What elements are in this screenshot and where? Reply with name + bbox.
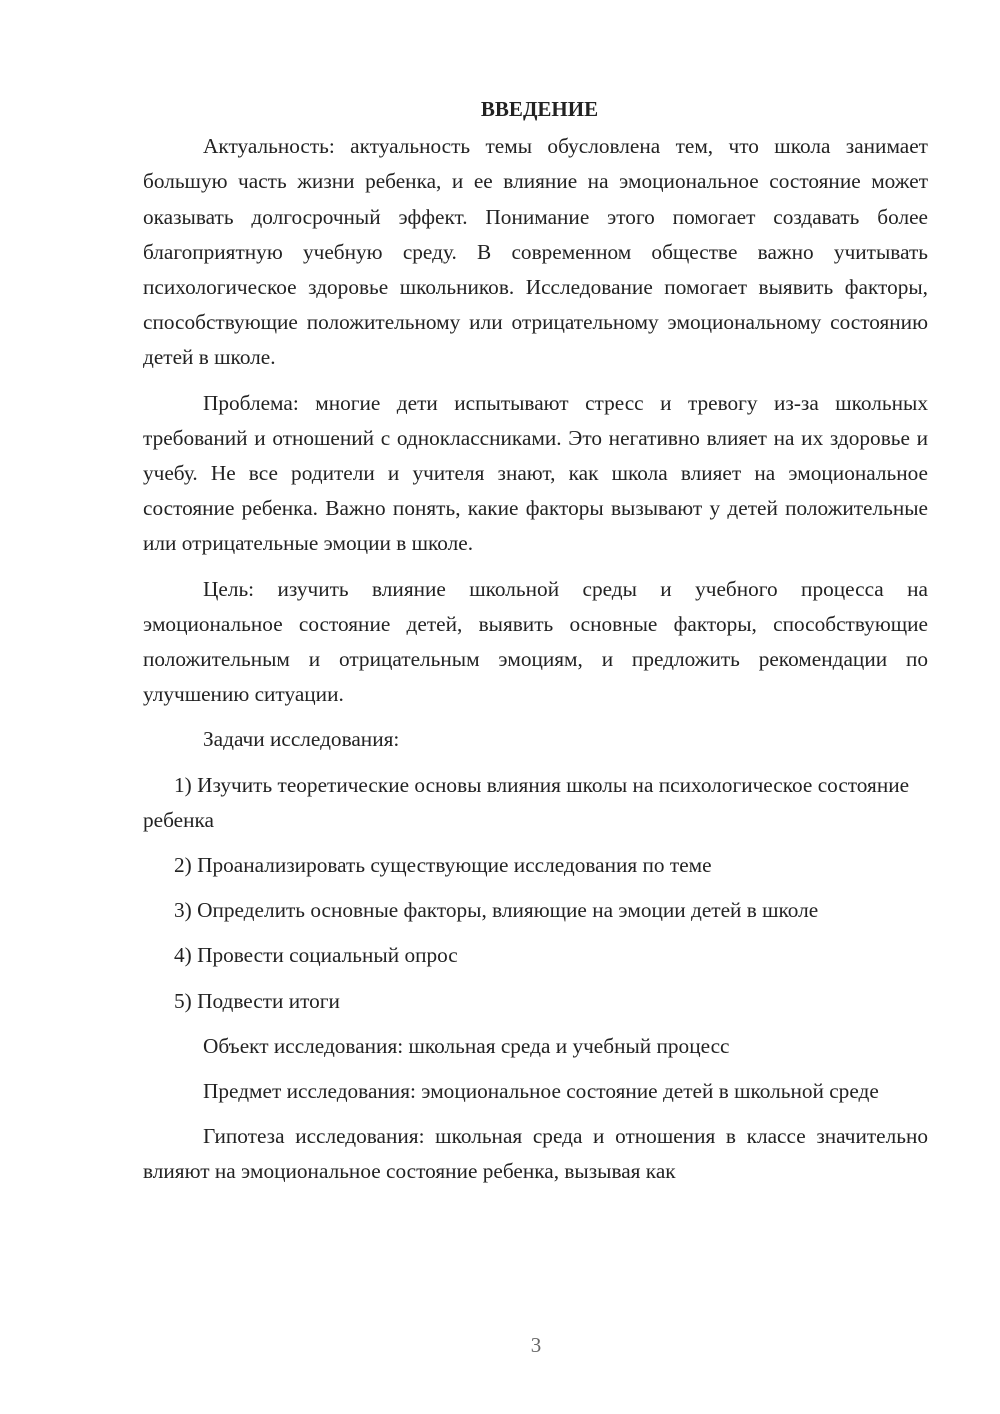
list-item: 2) Проанализировать существующие исследования по теме: [174, 853, 712, 878]
page-title: ВВЕДЕНИЕ: [480, 97, 599, 121]
list-item: 4) Провести социальный опрос: [174, 943, 458, 968]
list-item: 1) Изучить теоретические основы влияния школы на психологическое состояние ребенка: [143, 772, 910, 832]
page-number: 3: [530, 1333, 542, 1357]
tasks-list: [143, 768, 928, 1019]
hypothesis-paragraph: Гипотеза исследования: школьная среда и отношения в классе значительно влияют на эмоциональное состояние ребенка, вызывая как: [143, 1124, 928, 1184]
document-body: [143, 92, 928, 1200]
subject-paragraph: Предмет исследования: эмоциональное состояние детей в школьной среде: [203, 1079, 879, 1104]
relevance-paragraph: Актуальность: актуальность темы обусловлена тем, что школа занимает большую часть жизни ребенка, и ее влияние на эмоциональное состояние может оказывать долгосрочный эффект. Понимание этого помогает создавать более благоприятную учебную среду. В современном обществе важно учитывать психологическое здоровье школьников. Исследование помогает выявить факторы, способствующие положительному или отрицательному эмоциональному состоянию детей в школе.: [143, 134, 928, 370]
object-paragraph: Объект исследования: школьная среда и учебный процесс: [203, 1033, 730, 1058]
list-item: 3) Определить основные факторы, влияющие на эмоции детей в школе: [174, 898, 819, 923]
goal-paragraph: Цель: изучить влияние школьной среды и учебного процесса на эмоциональное состояние детей, выявить основные факторы, способствующие положительным и отрицательным эмоциям, и предложить рекомендации по улучшению ситуации.: [143, 576, 928, 707]
problem-paragraph: Проблема: многие дети испытывают стресс и тревогу из-за школьных требований и отношений с одноклассниками. Это негативно влияет на их здоровье и учебу. Не все родители и учителя знают, как школа влияет на эмоциональное состояние ребенка. Важно понять, какие факторы вызывают у детей положительные или отрицательные эмоции в школе.: [143, 390, 928, 556]
list-item: 5) Подвести итоги: [174, 988, 340, 1013]
tasks-heading: Задачи исследования:: [203, 727, 400, 752]
